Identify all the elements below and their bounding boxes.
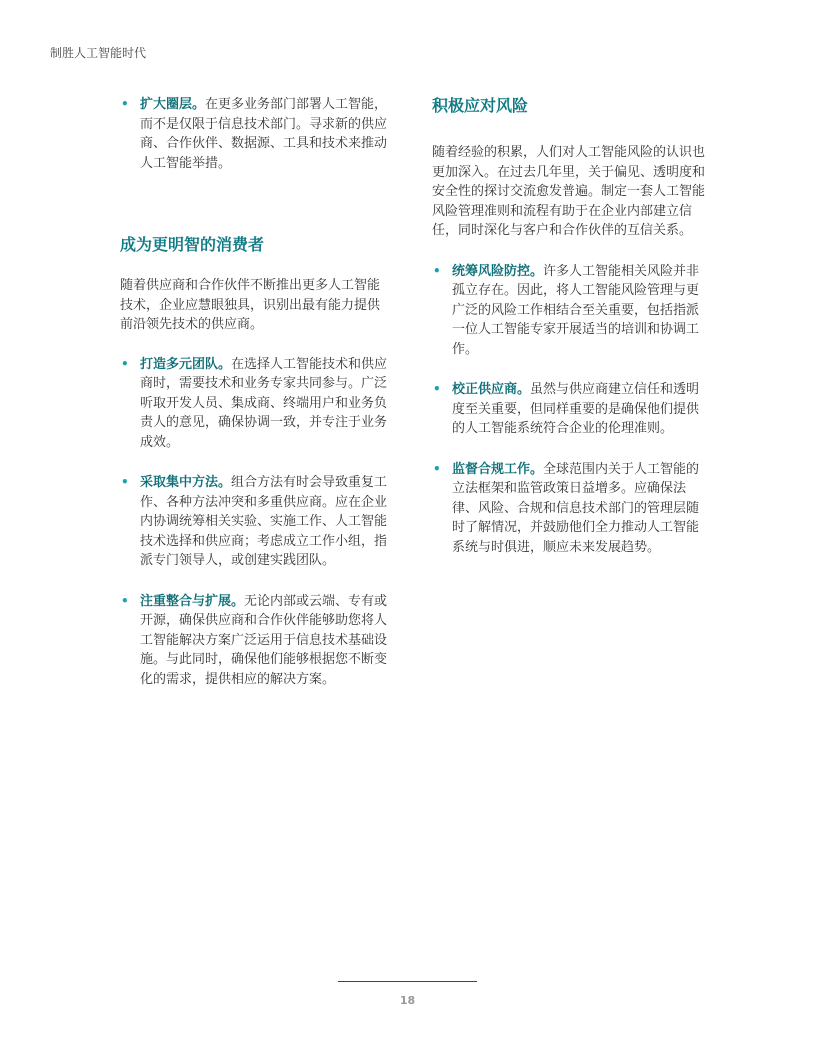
bullet-lead: 打造多元团队。 — [140, 356, 232, 372]
bullet-dot-icon: • — [433, 263, 441, 278]
bullet-list — [120, 355, 388, 690]
bullet-text: 许多人工智能相关风险并非孤立存在。因此，将人工智能风险管理与更广泛的风险工作相结合至关重要，包括指派一位人工智能专家开展适当的培训和协调工作。 — [452, 263, 700, 357]
bullet-dot-icon: • — [121, 356, 129, 371]
bullet-list-top — [120, 95, 388, 173]
bullet-lead: 校正供应商。 — [452, 382, 531, 397]
bullet-text: 在更多业务部门部署人工智能，而不是仅限于信息技术部门。寻求新的供应商、合作伙伴、数据源、工具和技术来推动人工智能举措。 — [140, 97, 388, 171]
running-header: 制胜人工智能时代 — [50, 46, 147, 60]
bullet-compliance-oversight — [432, 460, 710, 558]
left-column — [120, 95, 388, 689]
bullet-dot-icon: • — [121, 97, 129, 111]
bullet-lead: 监督合规工作。 — [452, 461, 544, 477]
bullet-text: 虽然与供应商建立信任和透明度至关重要，但同样重要的是确保他们提供的人工智能系统符合企业的伦理准则。 — [452, 382, 700, 436]
bullet-diverse-team — [120, 355, 388, 453]
page-number: 18 — [399, 994, 416, 1007]
section-heading-risk: 积极应对风险 — [432, 96, 529, 115]
section-intro: 随着供应商和合作伙伴不断推出更多人工智能技术，企业应慧眼独具，识别出最有能力提供前沿领先技术的供应商。 — [120, 278, 381, 332]
section-intro: 随着经验的积累，人们对人工智能风险的认识也更加深入。在过去几年里，关于偏见、透明度和安全性的探讨交流愈发普遍。制定一套人工智能风险管理准则和流程有助于在企业内部建立信任，同时深化与客户和合作伙伴的互信关系。 — [432, 145, 706, 238]
bullet-centralized-approach — [120, 473, 388, 571]
bullet-text: 无论内部或云端、专有或开源，确保供应商和合作伙伴能够助您将人工智能解决方案广泛运用于信息技术基础设施。与此同时，确保他们能够根据您不断变化的需求，提供相应的解决方案。 — [140, 593, 388, 687]
bullet-dot-icon: • — [121, 593, 129, 608]
right-column — [432, 95, 710, 557]
bullet-lead: 扩大圈层。 — [140, 97, 206, 112]
bullet-integration-scale — [120, 592, 388, 690]
bullet-list — [432, 262, 710, 558]
section-heading-smarter-consumer: 成为更明智的消费者 — [120, 235, 265, 254]
bullet-text: 在选择人工智能技术和供应商时，需要技术和业务专家共同参与。广泛听取开发人员、集成商、终端用户和业务负责人的意见，确保协调一致，并专注于业务成效。 — [140, 356, 388, 450]
bullet-text: 组合方法有时会导致重复工作、各种方法冲突和多重供应商。应在企业内协调统筹相关实验、实施工作、人工智能技术选择和供应商；考虑成立工作小组，指派专门领导人，或创建实践团队。 — [140, 475, 388, 568]
bullet-dot-icon: • — [121, 475, 129, 489]
bullet-text: 全球范围内关于人工智能的立法框架和监管政策日益增多。应确保法律、风险、合规和信息技术部门的管理层随时了解情况，并鼓励他们全力推动人工智能系统与时俱进，顺应未来发展趋势。 — [452, 461, 700, 555]
bullet-lead: 采取集中方法。 — [140, 475, 232, 490]
bullet-vendor-calibration — [432, 380, 710, 439]
bullet-risk-coordination — [432, 262, 710, 360]
bullet-dot-icon: • — [433, 461, 441, 476]
footer-divider — [338, 981, 477, 982]
bullet-dot-icon: • — [433, 382, 441, 396]
bullet-lead: 注重整合与扩展。 — [140, 593, 245, 609]
bullet-expand-scope — [120, 95, 388, 173]
bullet-lead: 统筹风险防控。 — [452, 263, 544, 279]
